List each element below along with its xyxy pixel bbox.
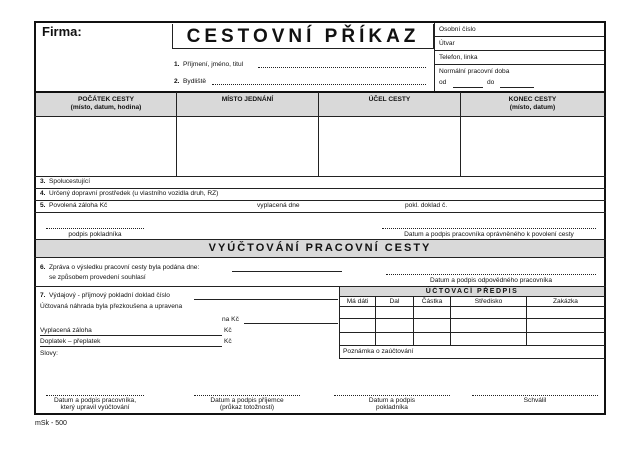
col-ucel-title: ÚČEL CESTY (368, 96, 411, 103)
col-misto-title: MÍSTO JEDNÁNÍ (221, 96, 274, 103)
row6-line2: se způsobem provedení souhlasí (49, 274, 146, 281)
vyplacena-kc: Kč (224, 327, 232, 334)
page-title: CESTOVNÍ PŘÍKAZ (186, 26, 420, 47)
od-field[interactable] (453, 87, 483, 88)
odpovedny-signature[interactable] (386, 274, 596, 275)
field2-num: 2. (174, 78, 180, 85)
sig-prijemce-l2: (průkaz totožnosti) (219, 404, 275, 411)
doplatek-field[interactable] (40, 346, 222, 347)
row6-num: 6. (40, 264, 46, 271)
slovy-label: Slovy: (40, 350, 58, 357)
divider (434, 50, 604, 51)
row7-num: 7. (40, 292, 46, 299)
sig-pokladnik-l2: pokladníka (376, 404, 408, 411)
frame-left (34, 21, 36, 415)
row5-bottom (34, 212, 606, 213)
row6-line1: Zpráva o výsledku pracovní cesty byla podána dne: (49, 264, 200, 271)
sig-prijemce[interactable] (194, 395, 300, 396)
col-konec-title: KONEC CESTY (508, 96, 557, 103)
row5-num: 5. (40, 202, 46, 209)
ucetni-col-ma-dati: Má dáti (346, 298, 369, 305)
ucetni-col-dal: Dal (389, 298, 400, 305)
row7-doklad-field[interactable] (194, 299, 338, 300)
row4-num: 4. (40, 190, 46, 197)
ucetni-col-stredisko: Středisko (474, 298, 503, 305)
ucetni-line-1 (339, 296, 605, 297)
telefon-label: Telefon, linka (439, 54, 478, 61)
row5-pokl: pokl. doklad č. (405, 202, 448, 209)
frame-right (604, 21, 606, 415)
do-label: do (487, 79, 495, 86)
field1-num: 1. (174, 61, 180, 68)
row5-label: Povolená záloha Kč (49, 202, 108, 209)
doplatek-label: Doplatek – přeplatek (40, 338, 101, 345)
col-pocatek-sub: (místo, datum, hodina) (70, 104, 142, 111)
opravneny-sig-label: Datum a podpis pracovníka oprávněného k povolení cesty (404, 231, 574, 238)
row7-label: Výdajový - příjmový pokladní doklad číslo (49, 292, 170, 299)
field1-label: Příjmení, jméno, titul (183, 61, 244, 68)
sig-pokladnik[interactable] (334, 395, 450, 396)
section-bottom (34, 257, 606, 258)
divider (434, 64, 604, 65)
vyplacena-field[interactable] (40, 335, 222, 336)
frame-top (34, 21, 606, 23)
ucetni-bottom (339, 358, 605, 359)
row3-num: 3. (40, 178, 46, 185)
field2-input[interactable] (212, 84, 426, 85)
utvar-label: Útvar (439, 40, 455, 47)
row6-date-field[interactable] (232, 271, 342, 272)
na-kc-field[interactable] (244, 323, 338, 324)
section-title: VYÚČTOVÁNÍ PRACOVNÍ CESTY (208, 242, 432, 254)
row5-vyplaceno: vyplacená dne (257, 202, 300, 209)
sig-upravil-l2: který upravil vyúčtování (60, 404, 130, 411)
row7-line2: Účtovaná náhrada byla přezkoušena a upravena (40, 303, 183, 310)
col-konec-sub: (místo, datum) (509, 104, 556, 111)
row5-top (34, 200, 606, 201)
od-label: od (439, 79, 447, 86)
na-kc-label: na Kč (222, 316, 239, 323)
row3-label: Spolucestující (49, 178, 91, 185)
field1-input[interactable] (258, 67, 426, 68)
col-divider-2 (318, 92, 319, 176)
normalni-doba-label: Normální pracovní doba (439, 68, 510, 75)
sig-upravil[interactable] (46, 395, 144, 396)
row4-top (34, 188, 606, 189)
opravneny-signature[interactable] (382, 228, 596, 229)
field2-label: Bydliště (183, 78, 207, 85)
firma-label: Firma: (42, 24, 82, 39)
ucetni-line-2 (339, 306, 605, 307)
ucetni-line-3 (339, 318, 605, 319)
row3-top (34, 176, 606, 177)
col-divider-1 (176, 92, 177, 176)
do-field[interactable] (500, 87, 534, 88)
frame-bottom (34, 413, 606, 415)
ucetni-title: ÚČTOVACÍ PŘEDPIS (425, 288, 519, 295)
header-right-divider (434, 23, 435, 91)
divider (434, 36, 604, 37)
sig-prijemce-l1: Datum a podpis příjemce (210, 397, 284, 404)
columns-header-line (34, 116, 606, 117)
osobni-cislo-label: Osobní číslo (439, 26, 476, 33)
sig-schvalil[interactable] (472, 395, 598, 396)
col-pocatek-title: POČÁTEK CESTY (77, 96, 135, 103)
sig-upravil-l1: Datum a podpis pracovníka, (53, 397, 137, 404)
row4-label: Určený dopravní prostředek (u vlastního vozidla druh, RZ) (49, 190, 219, 197)
poznamka-label: Poznámka o zaúčtování (343, 348, 414, 355)
vyplacena-label: Vyplacená záloha (40, 327, 92, 334)
sig-schvalil-l1: Schválil (523, 397, 547, 404)
pokladnik-signature[interactable] (46, 228, 144, 229)
ucetni-line-4 (339, 332, 605, 333)
doplatek-kc: Kč (224, 338, 232, 345)
ucetni-col-zakazka: Zakázka (553, 298, 578, 305)
pokladnik-sig-label: podpis pokladníka (68, 231, 122, 238)
odpovedny-sig-label: Datum a podpis odpovědného pracovníka (429, 277, 553, 284)
ucetni-line-5 (339, 345, 605, 346)
form-code: mSk - 500 (35, 420, 67, 427)
ucetni-col-castka: Částka (421, 298, 443, 305)
sig-pokladnik-l1: Datum a podpis (368, 397, 416, 404)
